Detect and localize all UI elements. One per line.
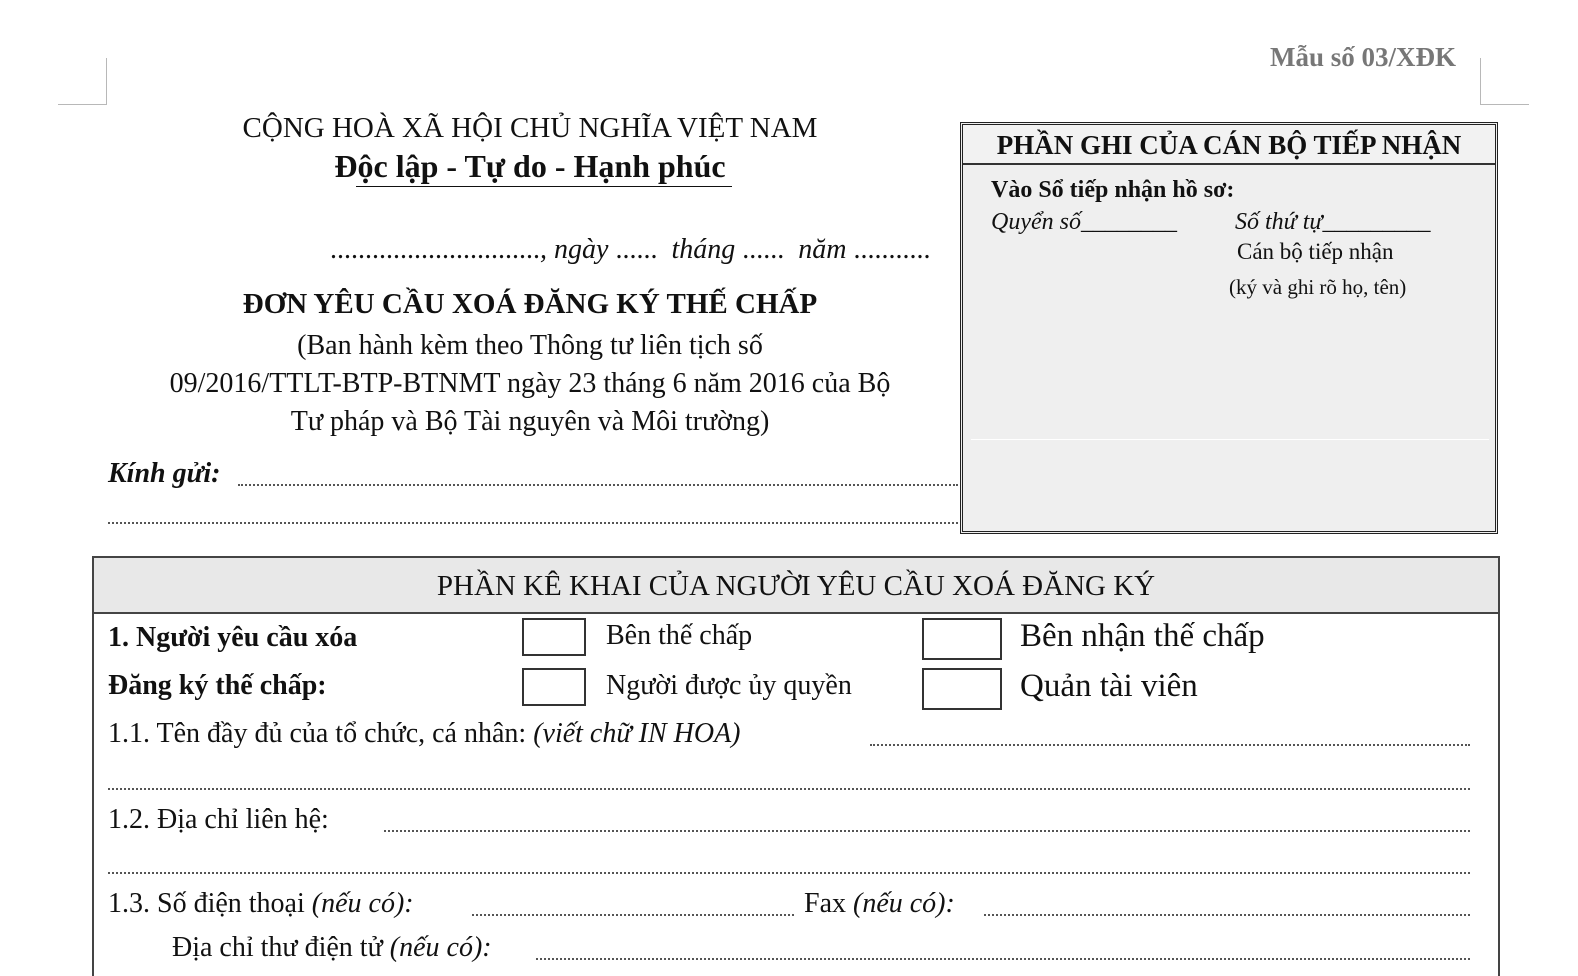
- order-blank[interactable]: _________: [1322, 209, 1431, 235]
- officer-label: Cán bộ tiếp nhận: [1237, 239, 1394, 264]
- month-label: tháng: [671, 234, 736, 265]
- option-authorized-label: Người được ủy quyền: [606, 670, 852, 701]
- email-hint: (nếu có):: [389, 932, 492, 963]
- subtitle-line-1: (Ban hành kèm theo Thông tư liên tịch số: [297, 330, 763, 361]
- requester-label-1: 1. Người yêu cầu xóa: [108, 622, 358, 653]
- book-field: [991, 209, 1177, 236]
- requester-label-2: Đăng ký thế chấp:: [108, 670, 327, 701]
- option-administrator-label: Quản tài viên: [1020, 668, 1198, 704]
- form-code: Mẫu số 03/XĐK: [1270, 42, 1457, 72]
- national-motto: Độc lập - Tự do - Hạnh phúc: [334, 148, 726, 184]
- email-label: Địa chỉ thư điện tử: [172, 932, 383, 963]
- name-hint: (viết chữ IN HOA): [533, 718, 741, 749]
- checkbox-administrator[interactable]: [922, 668, 1002, 710]
- fax-blank[interactable]: [984, 914, 1470, 916]
- crop-mark-right: [1480, 58, 1529, 105]
- book-blank[interactable]: ________: [1080, 209, 1177, 235]
- fax-hint: (nếu có):: [853, 888, 955, 919]
- reception-box: [960, 122, 1498, 534]
- subtitle-line-2: 09/2016/TTLT-BTP-BTNMT ngày 23 tháng 6 năm 2016 của Bộ: [169, 368, 891, 399]
- kinh-gui-label: Kính gửi:: [108, 458, 221, 489]
- day-blank[interactable]: ......: [615, 234, 658, 265]
- declaration-section: [92, 556, 1500, 976]
- crop-mark-left: [58, 58, 107, 105]
- field-name: [108, 718, 741, 750]
- checkbox-mortgagee[interactable]: [922, 618, 1002, 660]
- recipient-blank-1[interactable]: [238, 484, 958, 486]
- fax-field: [804, 888, 955, 920]
- date-line: [330, 234, 960, 266]
- checkbox-mortgagor[interactable]: [522, 618, 586, 656]
- option-mortgagee-label: Bên nhận thế chấp: [1020, 618, 1265, 654]
- order-label: Số thứ tự: [1235, 209, 1323, 235]
- day-label: , ngày: [540, 234, 609, 265]
- book-label: Quyển số: [991, 209, 1081, 235]
- email-field: [172, 932, 492, 964]
- declaration-header: PHẦN KÊ KHAI CỦA NGƯỜI YÊU CẦU XOÁ ĐĂNG KÝ: [94, 558, 1498, 614]
- subtitle-line-3: Tư pháp và Bộ Tài nguyên và Môi trường): [290, 406, 770, 437]
- name-label: 1.1. Tên đầy đủ của tổ chức, cá nhân:: [108, 718, 527, 749]
- register-label: Vào Sổ tiếp nhận hồ sơ:: [991, 177, 1235, 203]
- phone-field: [108, 888, 414, 920]
- reception-box-title: PHẦN GHI CỦA CÁN BỘ TIẾP NHẬN: [963, 125, 1495, 165]
- address-label: 1.2. Địa chỉ liên hệ:: [108, 804, 329, 835]
- national-title: CỘNG HOÀ XÃ HỘI CHỦ NGHĨA VIỆT NAM: [242, 112, 818, 144]
- name-blank-2[interactable]: [108, 788, 1470, 790]
- phone-hint: (nếu có):: [311, 888, 414, 919]
- checkbox-authorized-person[interactable]: [522, 668, 586, 706]
- address-blank-1[interactable]: [384, 830, 1470, 832]
- officer-note: (ký và ghi rõ họ, tên): [1229, 275, 1407, 299]
- address-blank-2[interactable]: [108, 872, 1470, 874]
- order-field: [1235, 209, 1431, 236]
- motto-underline: [356, 186, 732, 187]
- phone-blank[interactable]: [472, 914, 794, 916]
- year-blank[interactable]: ...........: [853, 234, 931, 265]
- reception-divider: [971, 439, 1489, 440]
- option-mortgagor-label: Bên thế chấp: [606, 620, 753, 651]
- email-blank[interactable]: [536, 958, 1470, 960]
- month-blank[interactable]: ......: [742, 234, 785, 265]
- phone-label: 1.3. Số điện thoại: [108, 888, 305, 919]
- place-blank[interactable]: ..............................: [330, 234, 540, 265]
- name-blank-1[interactable]: [870, 744, 1470, 746]
- form-title: ĐƠN YÊU CẦU XOÁ ĐĂNG KÝ THẾ CHẤP: [242, 288, 818, 320]
- year-label: năm: [798, 234, 847, 265]
- recipient-blank-2[interactable]: [108, 522, 958, 524]
- fax-label: Fax: [804, 888, 846, 919]
